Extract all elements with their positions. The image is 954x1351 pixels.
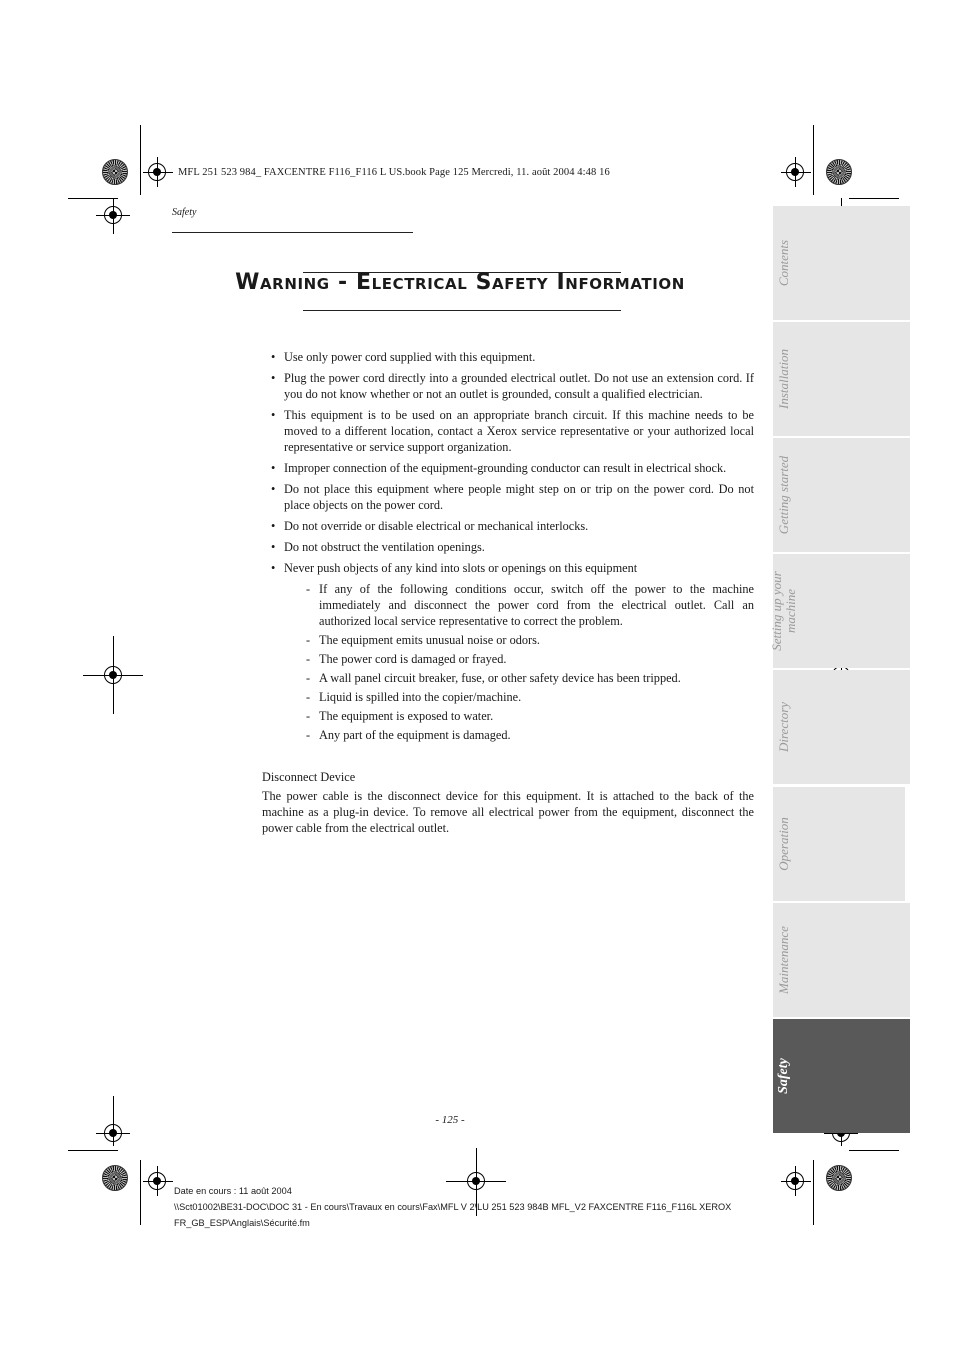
list-item: • Do not place this equipment where people might step on or trip on the power cord. Do not place objects on the power cord. xyxy=(262,481,754,513)
disconnect-heading: Disconnect Device xyxy=(262,770,356,784)
sub-list-item: - If any of the following conditions occur, switch off the power to the machine immediately and disconnect the power cord from the electrical outlet. Call an authorized local service representative to correct the problem. xyxy=(284,581,754,629)
sub-list-item: - The equipment is exposed to water. xyxy=(284,708,754,724)
footer-filename: FR_GB_ESP\Anglais\Sécurité.fm xyxy=(174,1218,310,1228)
disconnect-paragraph: The power cable is the disconnect device for this equipment. It is attached to the back of the machine as a plug-in device. To remove all electrical power from the equipment, disconnect the power cable from the electrical outlet. xyxy=(262,789,754,835)
tab-installation[interactable] xyxy=(773,322,910,436)
tab-getting-started[interactable] xyxy=(773,438,910,552)
sub-list-item: - A wall panel circuit breaker, fuse, or other safety device has been tripped. xyxy=(284,670,754,686)
tab-label: Setting up your machine xyxy=(769,571,798,651)
list-item: • Do not obstruct the ventilation openings. xyxy=(262,539,754,555)
print-footer xyxy=(174,1183,731,1231)
book-file-header: MFL 251 523 984_ FAXCENTRE F116_F116 L US.book Page 125 Mercredi, 11. août 2004 4:48 16 xyxy=(178,167,610,178)
list-item: • Do not override or disable electrical or mechanical interlocks. xyxy=(262,518,754,534)
sub-list-item: - The equipment emits unusual noise or odors. xyxy=(284,632,754,648)
tab-directory[interactable] xyxy=(773,670,910,784)
title-rule-bottom xyxy=(303,310,621,311)
tab-label: Safety xyxy=(776,1058,791,1094)
list-item: • Improper connection of the equipment-grounding conductor can result in electrical shock. xyxy=(262,460,754,476)
sub-list xyxy=(284,581,754,743)
tab-contents[interactable] xyxy=(773,206,910,320)
list-item: • Use only power cord supplied with this equipment. xyxy=(262,349,754,365)
tab-label: Installation xyxy=(776,349,791,409)
footer-path: \\Sct01002\BE31-DOC\DOC 31 - En cours\Travaux en cours\Fax\MFL V 2\LU 251 523 984B MFL_V2 FAXCENTRE F116_F116L XEROX xyxy=(174,1202,732,1212)
tab-label: Operation xyxy=(776,817,791,871)
page-number: - 125 - xyxy=(435,1114,465,1126)
list-item: • Plug the power cord directly into a grounded electrical outlet. Do not use an extension cord. If you do not know whether or not an outlet is grounded, consult a qualified electrician. xyxy=(262,370,754,402)
sub-list-item: - Any part of the equipment is damaged. xyxy=(284,727,754,743)
bullet-list xyxy=(262,349,754,743)
list-item xyxy=(262,560,754,743)
list-item: • This equipment is to be used on an appropriate branch circuit. If this machine needs to be moved to a different location, contact a Xerox service representative or your authorized local representative or service support organization. xyxy=(262,407,754,455)
tab-label: Directory xyxy=(776,701,791,753)
footer-date: Date en cours : 11 août 2004 xyxy=(174,1186,292,1196)
list-item-text: Never push objects of any kind into slots or openings on this equipment xyxy=(284,561,638,575)
tab-safety[interactable] xyxy=(773,1019,910,1133)
sub-list-item: - The power cord is damaged or frayed. xyxy=(284,651,754,667)
sub-list-item: - Liquid is spilled into the copier/machine. xyxy=(284,689,754,705)
tab-label: Contents xyxy=(776,239,791,287)
tab-label: Maintenance xyxy=(776,926,791,994)
tab-maintenance[interactable] xyxy=(773,903,910,1017)
running-head: Safety xyxy=(172,207,197,218)
page-title: Warning - Electrical Safety Information xyxy=(235,270,685,295)
tab-setting-up[interactable] xyxy=(769,554,910,668)
header-rule xyxy=(172,232,413,233)
tab-operation[interactable] xyxy=(773,787,905,901)
tab-label: Getting started xyxy=(776,455,791,535)
safety-content xyxy=(262,349,754,836)
